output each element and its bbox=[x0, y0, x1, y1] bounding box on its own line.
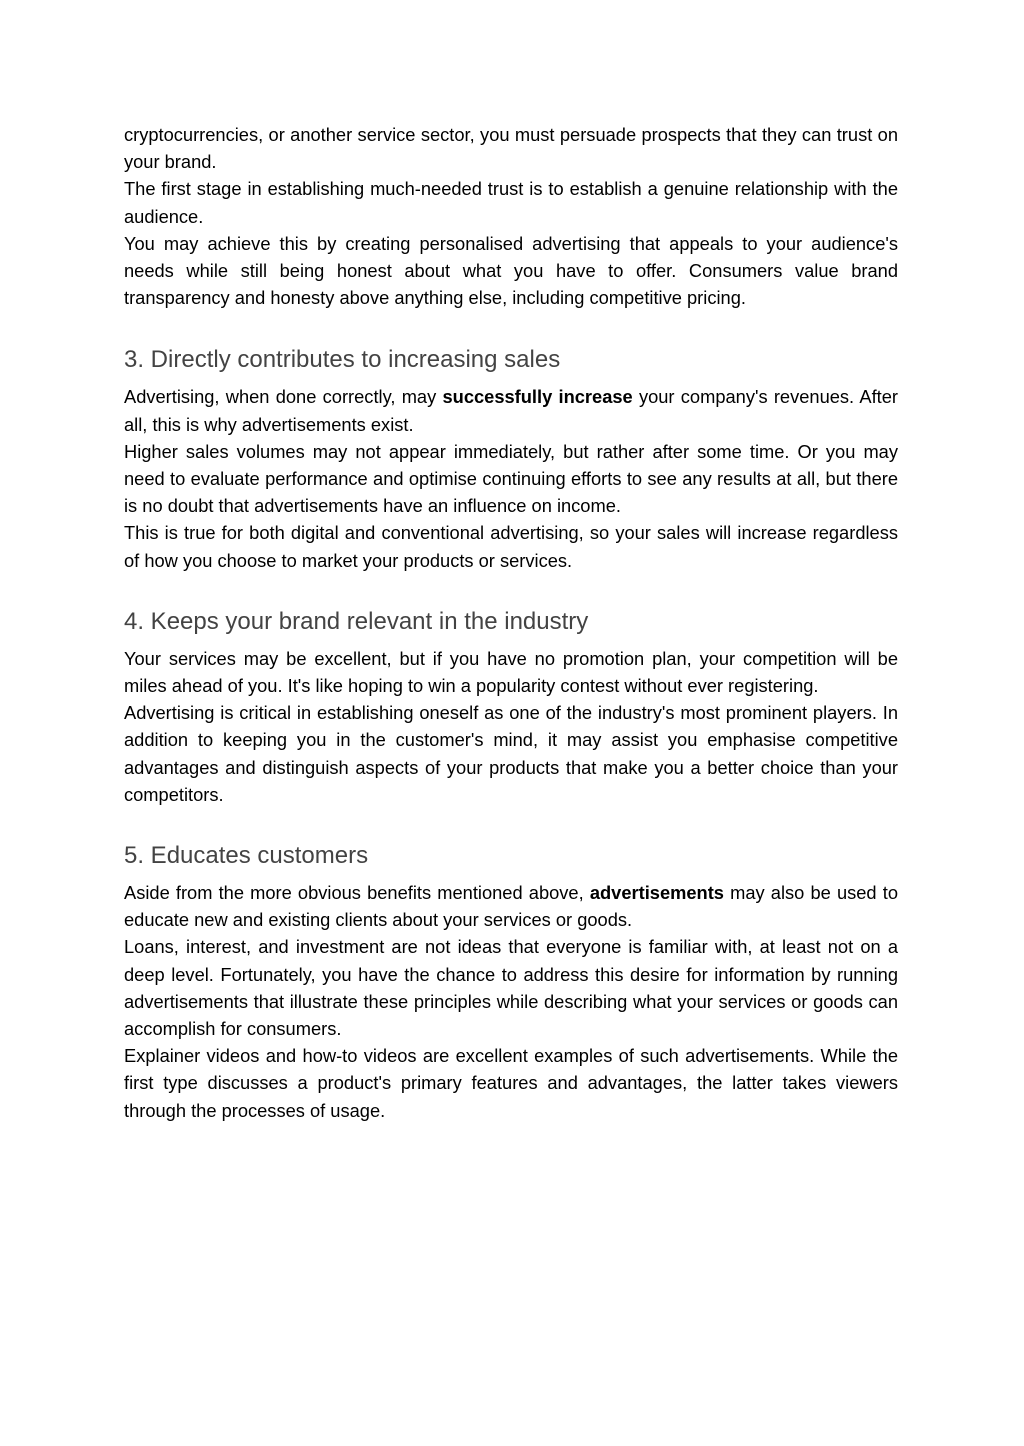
section-3-p1-bold: successfully increase bbox=[442, 386, 633, 408]
section-3-paragraph-3: This is true for both digital and conventional advertising, so your sales will increase regardless of how you choose to market your products or services. bbox=[124, 522, 898, 571]
section-3-p1-text-before: Advertising, when done correctly, may bbox=[124, 386, 443, 408]
section-3-paragraph-1 bbox=[124, 383, 898, 437]
section-4-paragraph-2: Advertising is critical in establishing oneself as one of the industry's most prominent players. In addition to keeping you in the customer's mind, it may assist you emphasise competitive advantages and distinguish aspects of your products that make you a better choice than your competitors. bbox=[124, 702, 898, 805]
section-5-heading: 5. Educates customers bbox=[124, 842, 369, 870]
section-3-p1-text-after: your company's revenues. After all, this is why advertisements exist. bbox=[124, 386, 898, 435]
section-5-p1-text-after: may also be used to educate new and existing clients about your services or goods. bbox=[124, 882, 898, 931]
intro-paragraph-2: The first stage in establishing much-needed trust is to establish a genuine relationship with the audience. bbox=[124, 178, 898, 227]
section-5-p1-bold: advertisements bbox=[589, 882, 724, 904]
section-5-p1-text-before: Aside from the more obvious benefits mentioned above, bbox=[124, 882, 590, 904]
section-3-paragraph-2: Higher sales volumes may not appear immediately, but rather after some time. Or you may need to evaluate performance and optimise continuing efforts to see any results at all, but there is no doubt that advertisements have an influence on income. bbox=[124, 440, 898, 517]
intro-paragraph-1: cryptocurrencies, or another service sector, you must persuade prospects that they can trust on your brand. bbox=[124, 124, 898, 173]
document-page bbox=[124, 121, 898, 1124]
section-5-paragraph-2: Loans, interest, and investment are not ideas that everyone is familiar with, at least not on a deep level. Fortunately, you have the chance to address this desire for information by running advertisements that illustrate these principles while describing what your services or goods can accomplish for consumers. bbox=[124, 936, 898, 1040]
section-4-heading: 4. Keeps your brand relevant in the industry bbox=[124, 607, 589, 635]
section-5-paragraph-1 bbox=[124, 879, 898, 933]
section-5-paragraph-3: Explainer videos and how-to videos are excellent examples of such advertisements. While the first type discusses a product's primary features and advantages, the latter takes viewers through the processes of usage. bbox=[124, 1045, 898, 1121]
intro-paragraph-3: You may achieve this by creating personalised advertising that appeals to your audience's needs while still being honest about what you have to offer. Consumers value brand transparency and honesty above anything else, including competitive pricing. bbox=[124, 232, 898, 309]
section-4-paragraph-1: Your services may be excellent, but if you have no promotion plan, your competition will be miles ahead of you. It's like hoping to win a popularity contest without ever registering. bbox=[124, 647, 898, 697]
section-3-heading: 3. Directly contributes to increasing sales bbox=[124, 346, 561, 374]
